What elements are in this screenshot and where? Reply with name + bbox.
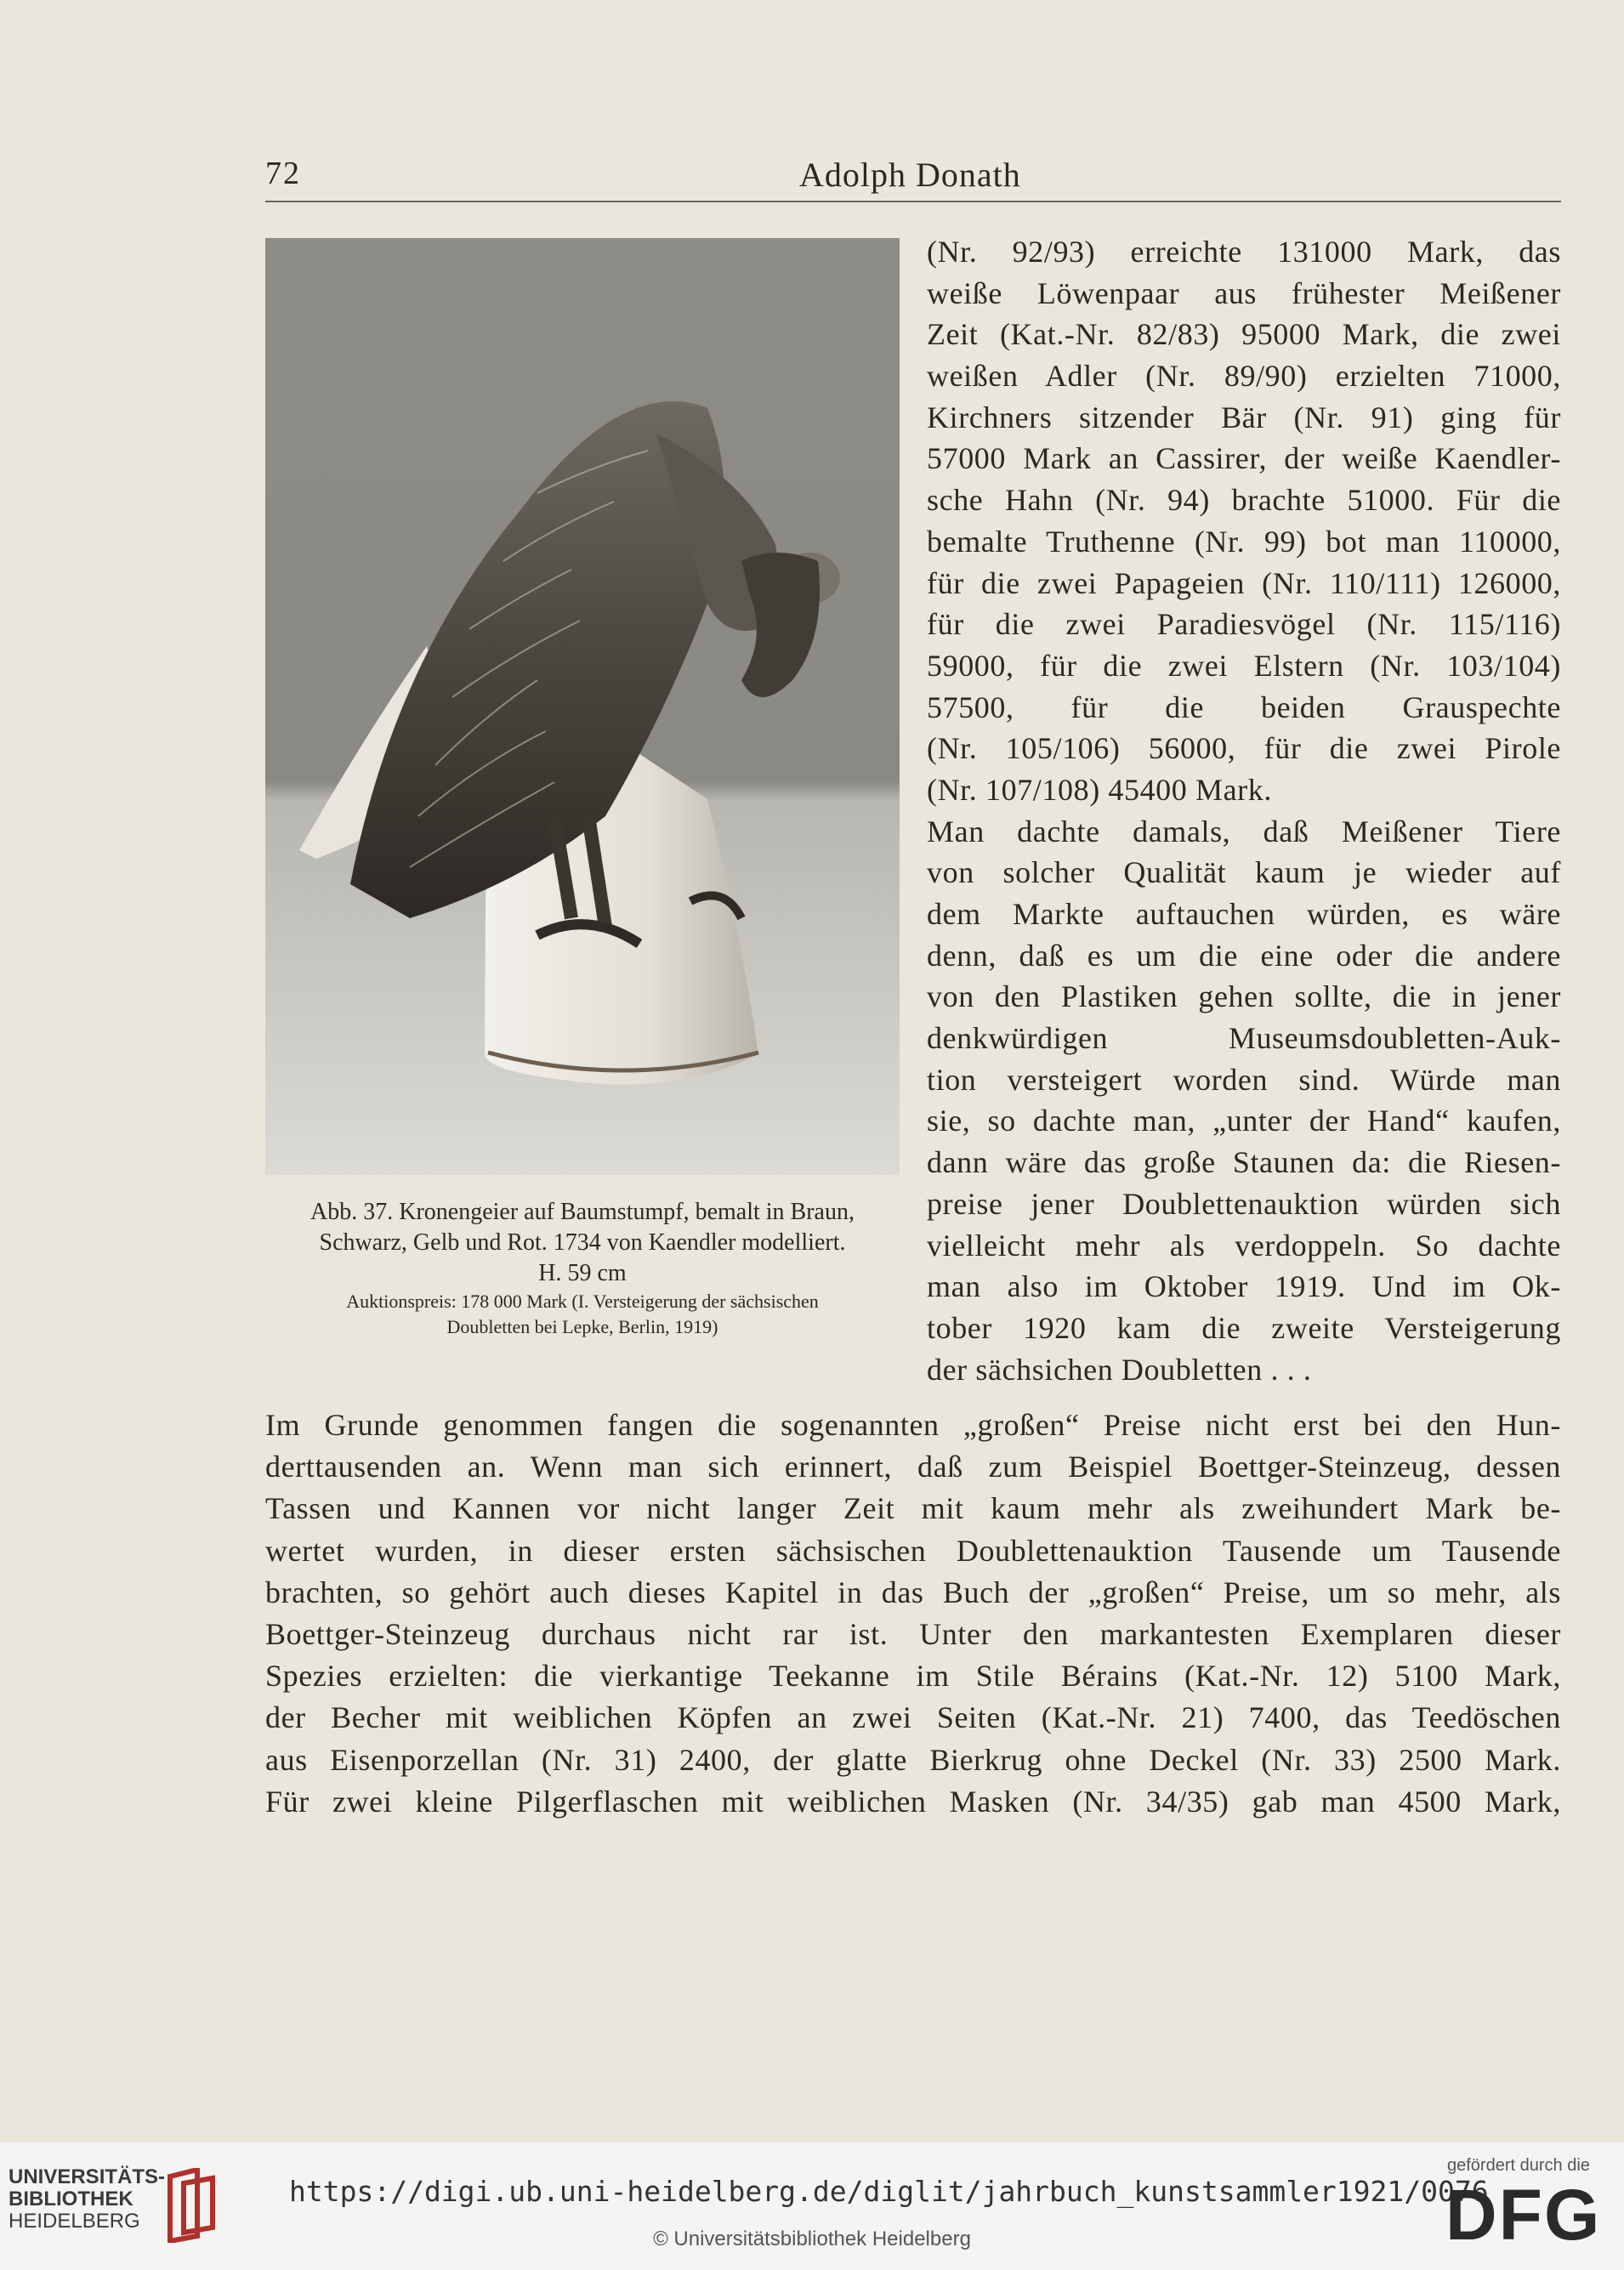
text-line: bemalte Truthenne (Nr. 99) bot man 110000, bbox=[927, 524, 1561, 559]
text-line: weißen Adler (Nr. 89/90) erzielten 71000, bbox=[927, 359, 1561, 394]
text-line: brachten, so gehört auch dieses Kapitel in das Buch der „großen“ Preise, um so mehr, als bbox=[265, 1575, 1561, 1609]
text-line: denn, daß es um die eine oder die andere bbox=[927, 938, 1561, 973]
text-line: der Becher mit weiblichen Köpfen an zwei Seiten (Kat.-Nr. 21) 7400, das Teedöschen bbox=[265, 1700, 1561, 1735]
text-line: weiße Löwenpaar aus frühester Meißener bbox=[927, 275, 1561, 310]
caption-line: Auktionspreis: 178 000 Mark (I. Versteigerung der sächsischen bbox=[346, 1291, 819, 1312]
figure-caption bbox=[255, 1197, 910, 1340]
text-line: 57000 Mark an Cassirer, der weiße Kaendler- bbox=[927, 441, 1561, 476]
text-line: für die zwei Papageien (Nr. 110/111) 126000, bbox=[927, 565, 1561, 600]
dfg-logo: DFG bbox=[1445, 2175, 1602, 2255]
document-url-link[interactable]: https://digi.ub.uni-heidelberg.de/diglit/jahrbuch_kunstsammler1921/0076 bbox=[289, 2175, 1489, 2208]
text-line: preise jener Doublettenauktion würden sich bbox=[927, 1186, 1561, 1221]
caption-line: Doubletten bei Lepke, Berlin, 1919) bbox=[446, 1316, 718, 1337]
text-line: Zeit (Kat.-Nr. 82/83) 95000 Mark, die zwei bbox=[927, 317, 1561, 352]
library-line: UNIVERSITÄTS- bbox=[9, 2165, 166, 2188]
text-line: (Nr. 92/93) erreichte 131000 Mark, das bbox=[927, 235, 1561, 269]
text-line: aus Eisenporzellan (Nr. 31) 2400, der glatte Bierkrug ohne Deckel (Nr. 33) 2500 Mark. bbox=[265, 1742, 1561, 1777]
caption-line: Schwarz, Gelb und Rot. 1734 von Kaendler modelliert. bbox=[319, 1229, 846, 1256]
text-line: Tassen und Kannen vor nicht langer Zeit mit kaum mehr als zweihundert Mark be- bbox=[265, 1491, 1561, 1526]
text-line: der sächsichen Doubletten . . . bbox=[927, 1352, 1312, 1387]
text-line: vielleicht mehr als verdoppeln. So dachte bbox=[927, 1228, 1561, 1263]
text-line: tober 1920 kam die zweite Versteigerung bbox=[927, 1310, 1561, 1345]
text-line: wertet wurden, in dieser ersten sächsischen Doublettenauktion Tausende um Tausende bbox=[265, 1533, 1561, 1568]
text-line: 59000, für die zwei Elstern (Nr. 103/104) bbox=[927, 648, 1561, 683]
footer-bar bbox=[0, 2142, 1624, 2270]
text-line: Kirchners sitzender Bär (Nr. 91) ging für bbox=[927, 400, 1561, 434]
text-line: (Nr. 105/106) 56000, für die zwei Pirole bbox=[927, 731, 1561, 766]
text-line: dem Markte auftauchen würden, es wäre bbox=[927, 897, 1561, 931]
text-line: von solcher Qualität kaum je wieder auf bbox=[927, 855, 1561, 890]
text-line: (Nr. 107/108) 45400 Mark. bbox=[927, 772, 1272, 807]
copyright-notice: © Universitätsbibliothek Heidelberg bbox=[653, 2227, 971, 2250]
library-line: BIBLIOTHEK bbox=[9, 2188, 133, 2210]
text-line: tion versteigert worden sind. Würde man bbox=[927, 1062, 1561, 1097]
text-line: sche Hahn (Nr. 94) brachte 51000. Für die bbox=[927, 483, 1561, 518]
text-line: sie, so dachte man, „unter der Hand“ kaufen, bbox=[927, 1104, 1561, 1138]
right-column-text bbox=[927, 231, 1561, 1390]
text-line: Man dachte damals, daß Meißener Tiere bbox=[927, 814, 1561, 848]
library-logo-text bbox=[9, 2166, 165, 2233]
caption-line: H. 59 cm bbox=[538, 1260, 627, 1286]
vulture-figurine-illustration bbox=[265, 238, 900, 1175]
page-number: 72 bbox=[265, 156, 301, 191]
text-line: für die zwei Paradiesvögel (Nr. 115/116) bbox=[927, 607, 1561, 642]
text-line: dann wäre das große Staunen da: die Riesen- bbox=[927, 1145, 1561, 1180]
text-line: von den Plastiken gehen sollte, die in jener bbox=[927, 979, 1561, 1014]
text-line: 57500, für die beiden Grauspechte bbox=[927, 690, 1561, 724]
text-line: man also im Oktober 1919. Und im Ok- bbox=[927, 1269, 1561, 1304]
text-line: Im Grunde genommen fangen die sogenannten „großen“ Preise nicht erst bei den Hun- bbox=[265, 1408, 1561, 1442]
text-line: denkwürdigen Museumsdoubletten-Auk- bbox=[927, 1021, 1561, 1056]
figure-photo bbox=[265, 238, 900, 1175]
text-line: Boettger-Steinzeug durchaus nicht rar ist. Unter den markantesten Exemplaren dieser bbox=[265, 1616, 1561, 1651]
header-rule bbox=[265, 201, 1561, 202]
text-line: derttausenden an. Wenn man sich erinnert, daß zum Beispiel Boettger-Steinzeug, dessen bbox=[265, 1450, 1561, 1484]
text-line: Spezies erzielten: die vierkantige Teekanne im Stile Bérains (Kat.-Nr. 12) 5100 Mark, bbox=[265, 1659, 1561, 1694]
caption-line: Abb. 37. Kronengeier auf Baumstumpf, bemalt in Braun, bbox=[310, 1199, 855, 1225]
library-line: HEIDELBERG bbox=[9, 2210, 140, 2233]
text-line: Für zwei kleine Pilgerflaschen mit weiblichen Masken (Nr. 34/35) gab man 4500 Mark, bbox=[265, 1784, 1561, 1819]
full-width-text bbox=[265, 1405, 1561, 1823]
funding-note: gefördert durch die bbox=[1447, 2156, 1590, 2175]
running-title: Adolph Donath bbox=[799, 156, 1021, 194]
